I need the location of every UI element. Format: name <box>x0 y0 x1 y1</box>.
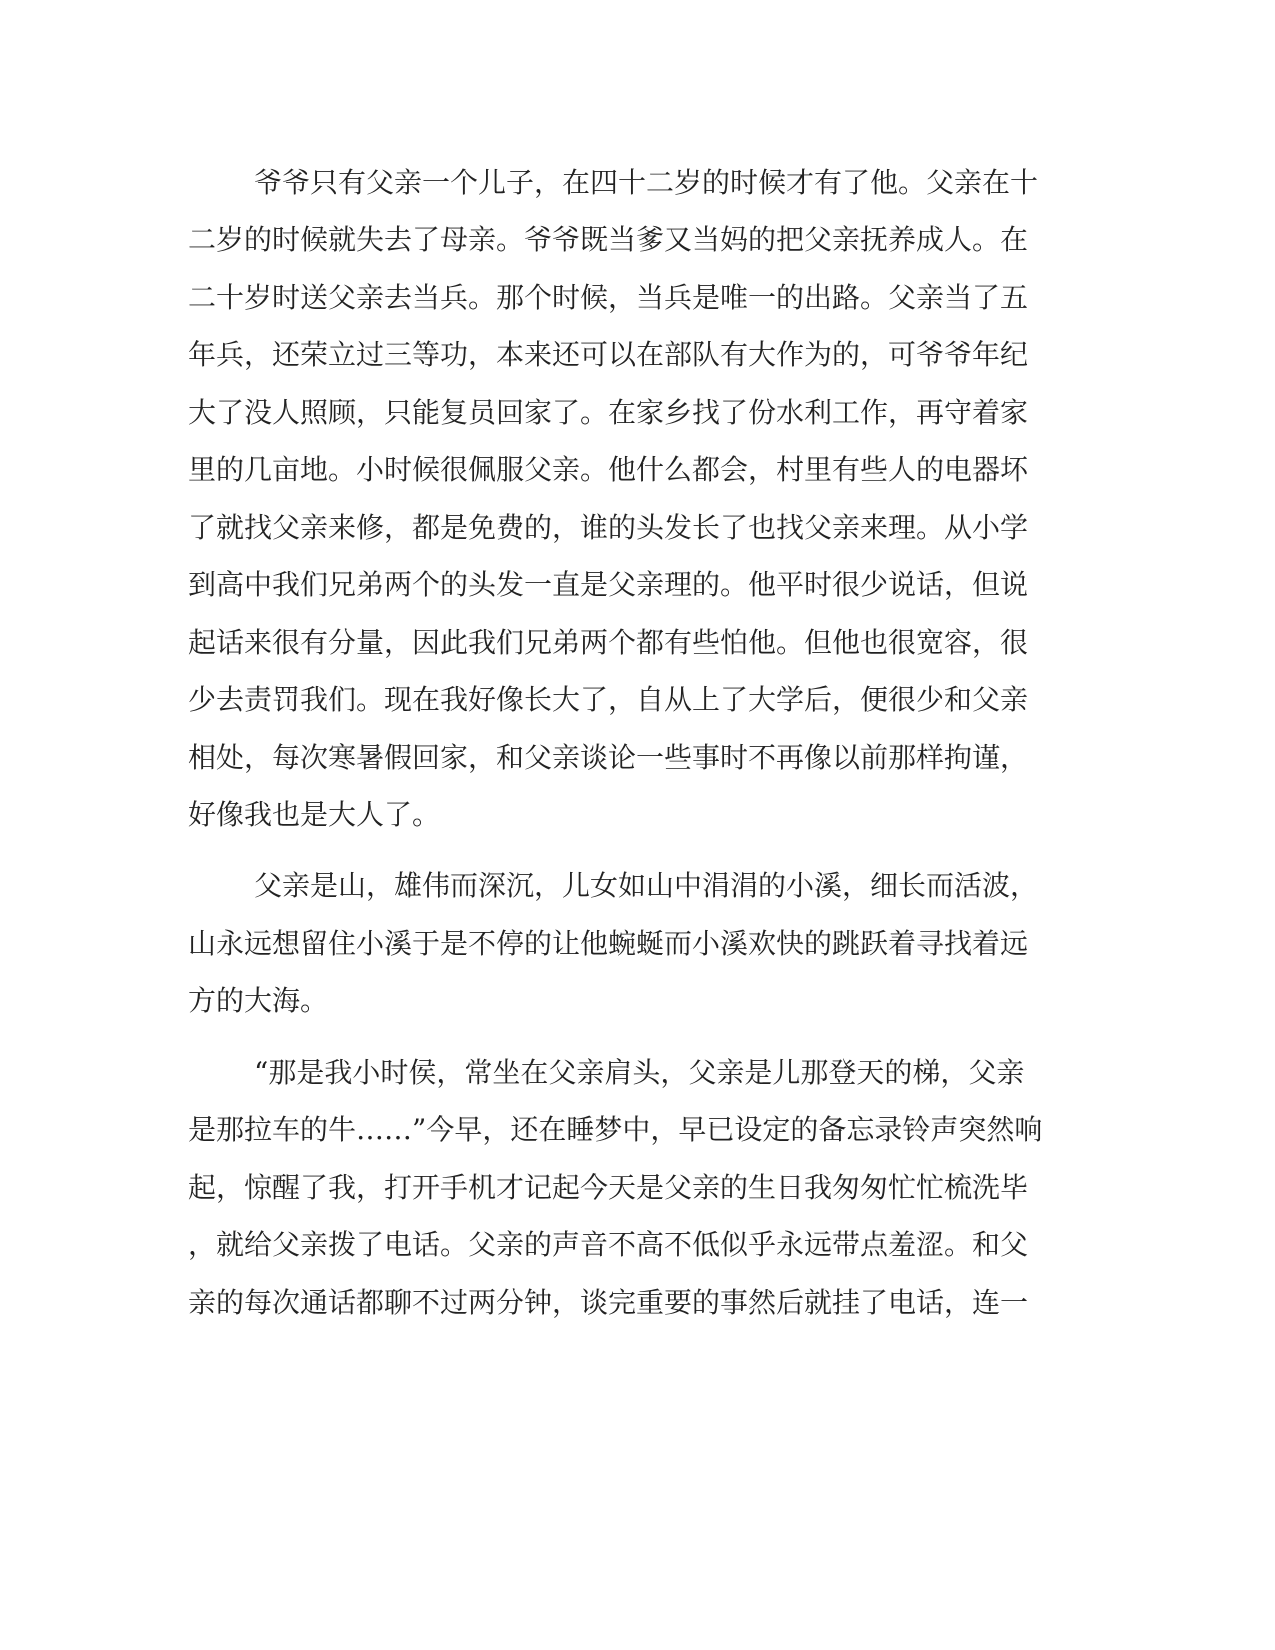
text-line: 年兵，还荣立过三等功，本来还可以在部队有大作为的，可爷爷年纪 <box>188 338 1029 371</box>
text-line: 了就找父亲来修，都是免费的，谁的头发长了也找父亲来理。从小学 <box>188 511 1029 544</box>
text-line: 少去责罚我们。现在我好像长大了，自从上了大学后，便很少和父亲 <box>188 683 1029 716</box>
text-line: 亲的每次通话都聊不过两分钟，谈完重要的事然后就挂了电话，连一 <box>188 1286 1029 1319</box>
text-line: 里的几亩地。小时候很佩服父亲。他什么都会，村里有些人的电器坏 <box>188 453 1029 486</box>
text-line: ，就给父亲拨了电话。父亲的声音不高不低似乎永远带点羞涩。和父 <box>188 1228 1029 1261</box>
text-line: 起，惊醒了我，打开手机才记起今天是父亲的生日我匆匆忙忙梳洗毕 <box>188 1171 1029 1204</box>
text-line: 山永远想留住小溪于是不停的让他蜿蜒而小溪欢快的跳跃着寻找着远 <box>188 927 1029 960</box>
text-line: 是那拉车的牛……”今早，还在睡梦中，早已设定的备忘录铃声突然响 <box>188 1113 1043 1146</box>
text-line: 方的大海。 <box>188 984 329 1017</box>
text-line: 大了没人照顾，只能复员回家了。在家乡找了份水利工作，再守着家 <box>188 396 1029 429</box>
text-line: 到高中我们兄弟两个的头发一直是父亲理的。他平时很少说话，但说 <box>188 568 1029 601</box>
text-line: 二十岁时送父亲去当兵。那个时候，当兵是唯一的出路。父亲当了五 <box>188 281 1029 314</box>
text-line: 二岁的时候就失去了母亲。爷爷既当爹又当妈的把父亲抚养成人。在 <box>188 223 1029 256</box>
text-line: “那是我小时侯，常坐在父亲肩头，父亲是儿那登天的梯，父亲 <box>254 1056 1025 1089</box>
text-line: 好像我也是大人了。 <box>188 798 441 831</box>
text-line: 起话来很有分量，因此我们兄弟两个都有些怕他。但他也很宽容，很 <box>188 626 1029 659</box>
text-line: 父亲是山，雄伟而深沉，儿女如山中涓涓的小溪，细长而活波， <box>254 869 1039 902</box>
text-line: 爷爷只有父亲一个儿子，在四十二岁的时候才有了他。父亲在十 <box>254 166 1039 199</box>
text-line: 相处，每次寒暑假回家，和父亲谈论一些事时不再像以前那样拘谨， <box>188 741 1029 774</box>
